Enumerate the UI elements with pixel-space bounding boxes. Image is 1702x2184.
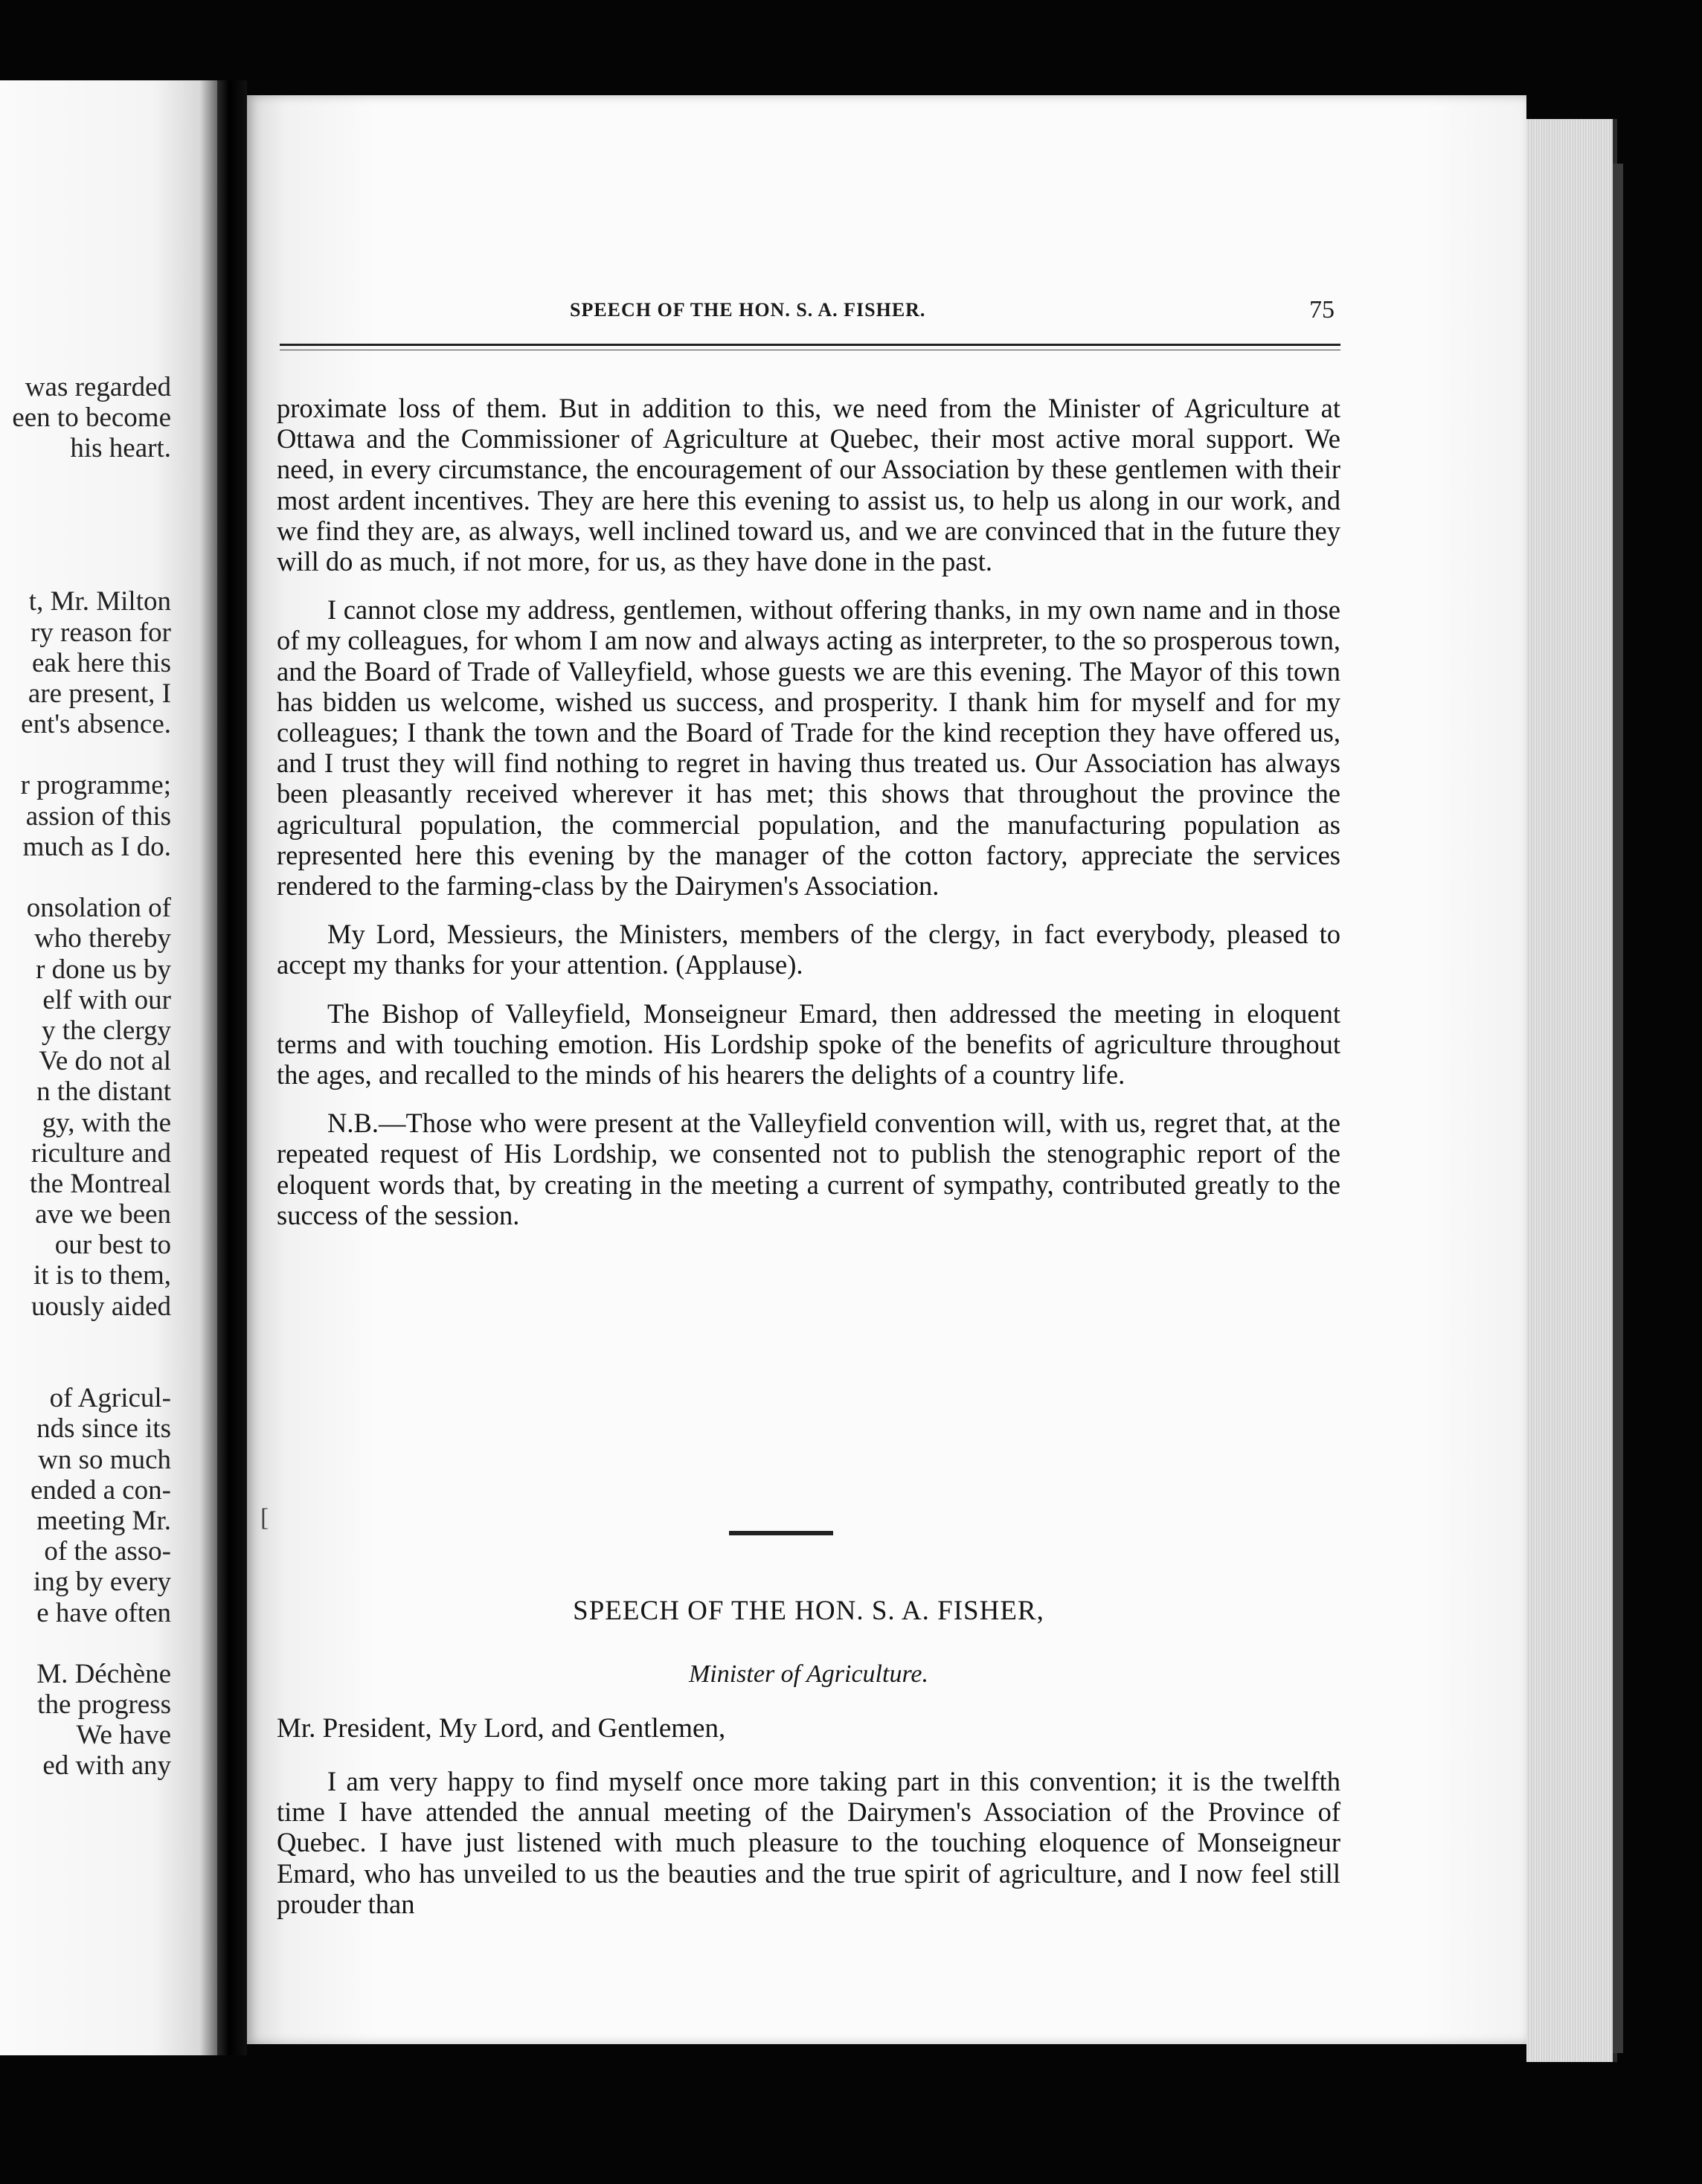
left-page-line <box>12 862 171 893</box>
paragraph: proximate loss of them. But in addition to this, we need from the Minister of Agriculture at Ottawa and the Commissioner of Agriculture at Quebec, their most active moral support. We need, in every circumstance, the encouragement of our Association by these gentlemen with their most ardent incentives. They are here this evening to assist us, to help us along in our work, and we find they are, as always, well inclined toward us, and we are convinced that in the future they will do as much, if not more, for us, as they have done in the past. <box>277 393 1340 577</box>
section-title: SPEECH OF THE HON. S. A. FISHER, <box>573 1596 1044 1626</box>
margin-mark: [ <box>260 1504 269 1532</box>
left-page-text-fragments <box>12 372 171 1782</box>
left-page-line: We have <box>76 1720 171 1751</box>
left-page-line: wn so much <box>38 1444 171 1475</box>
left-page-line: een to become <box>12 402 171 434</box>
left-page-line: who thereby <box>34 923 171 954</box>
left-page-line <box>12 525 171 556</box>
book-cover-edge <box>1613 164 1623 2053</box>
left-page-line: was regarded <box>25 372 171 402</box>
page-block-edges <box>1526 119 1617 2062</box>
left-page-line: onsolation of <box>26 893 171 924</box>
body-text-upper <box>277 393 1340 1230</box>
left-page-line: our best to <box>54 1230 171 1261</box>
left-facing-page <box>0 80 217 2055</box>
left-page-line: r done us by <box>36 954 171 985</box>
left-page-line: the progress <box>37 1689 171 1721</box>
left-page-line: are present, I <box>28 678 171 709</box>
left-page-line: nds since its <box>36 1413 171 1445</box>
left-page-line: t, Mr. Milton <box>28 586 171 617</box>
left-page-line: of Agricul- <box>49 1383 171 1414</box>
paragraph: The Bishop of Valleyfield, Monseigneur Emard, then addressed the meeting in eloquent terms and with touching emotion. His Lordship spoke of the benefits of agriculture throughout the ages, and recalled to the minds of his hearers the delights of a country life. <box>277 998 1340 1091</box>
running-head: SPEECH OF THE HON. S. A. FISHER. <box>570 299 926 321</box>
left-page-line: elf with our <box>42 984 171 1015</box>
left-page-line <box>12 1628 171 1659</box>
left-page-line <box>12 1352 171 1383</box>
left-page-line: much as I do. <box>22 831 171 862</box>
left-page-line: ry reason for <box>30 617 171 648</box>
paragraph: I am very happy to find myself once more taking part in this convention; it is the twelfth time I have attended the annual meeting of the Dairymen's Association of the Province of Quebec. I have just listened with much pleasure to the touching eloquence of Monseigneur Emard, who has unveiled to us the beauties and the true spirit of agriculture, and I now feel still prouder than <box>277 1766 1340 1919</box>
paragraph: My Lord, Messieurs, the Ministers, members of the clergy, in fact everybody, pleased to accept my thanks for your attention. (Applause). <box>277 919 1340 980</box>
left-page-line: ed with any <box>42 1750 171 1782</box>
left-page-line: assion of this <box>25 800 171 832</box>
left-page-line: e have often <box>36 1597 171 1628</box>
left-page-line: his heart. <box>70 433 171 464</box>
left-page-line: r programme; <box>20 770 171 801</box>
header-rule <box>280 344 1340 346</box>
left-page-line: Ve do not al <box>39 1046 171 1077</box>
section-divider-rule <box>729 1531 833 1535</box>
salutation: Mr. President, My Lord, and Gentlemen, <box>277 1713 726 1744</box>
section-subtitle: Minister of Agriculture. <box>688 1660 929 1688</box>
left-page-line: the Montreal <box>29 1168 171 1199</box>
left-page-line <box>12 556 171 586</box>
body-text-lower <box>277 1766 1340 1919</box>
left-page-line: of the asso- <box>44 1536 171 1567</box>
page-number: 75 <box>1309 296 1335 324</box>
left-page-line: ing by every <box>33 1567 171 1598</box>
left-page-line: gy, with the <box>42 1107 171 1138</box>
left-page-line <box>12 464 171 495</box>
left-page-line: M. Déchène <box>36 1658 171 1689</box>
left-page-line <box>12 739 171 770</box>
left-page-line: y the clergy <box>42 1015 171 1046</box>
left-page-line <box>12 1322 171 1352</box>
left-page-line <box>12 495 171 525</box>
left-page-line: n the distant <box>36 1076 171 1108</box>
left-page-line: meeting Mr. <box>36 1505 171 1536</box>
left-page-line: ended a con- <box>30 1474 171 1506</box>
left-page-line: riculture and <box>31 1137 171 1169</box>
paragraph: N.B.—Those who were present at the Valleyfield convention will, with us, regret that, at the repeated request of His Lordship, we consented not to publish the stenographic report of the eloquent words that, by creating in the meeting a current of sympathy, contributed greatly to the success of the session. <box>277 1108 1340 1230</box>
left-page-line: eak here this <box>32 647 171 678</box>
left-page-line: uously aided <box>30 1291 171 1322</box>
book-gutter <box>217 80 247 2055</box>
left-page-line: ave we been <box>35 1199 171 1230</box>
paragraph: I cannot close my address, gentlemen, without offering thanks, in my own name and in those of my colleagues, for whom I am now and always acting as interpreter, to the so prosperous town, and the Board of Trade of Valleyfield, whose guests we are this evening. The Mayor of this town has bidden us welcome, wished us success, and prosperity. I thank him for myself and for my colleagues; I thank the town and the Board of Trade for the kind reception they have offered us, and I trust they will find nothing to regret in having thus treated us. Our Association has always been pleasantly received wherever it has met; this shows that throughout the province the agricultural population, the commercial population, and the manufacturing population as represented here this evening by the manager of the cotton factory, appreciate the services rendered to the farming-class by the Dairymen's Association. <box>277 594 1340 902</box>
left-page-line: it is to them, <box>33 1260 171 1291</box>
left-page-line: ent's absence. <box>21 709 171 740</box>
